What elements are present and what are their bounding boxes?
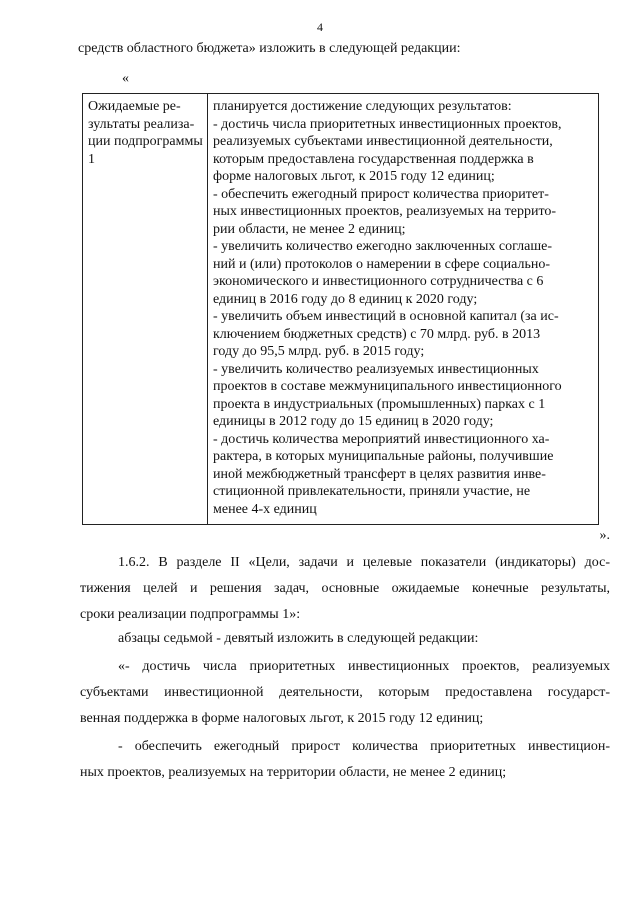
paragraph-line: ных проектов, реализуемых на территории области, не менее 2 единиц; [80,765,507,780]
close-quote: ». [599,528,610,543]
results-label-cell [83,94,208,525]
results-row [83,94,599,525]
paragraph-line: венная поддержка в форме налоговых льгот, к 2015 году 12 единиц; [80,711,484,726]
content-line: проекта в индустриальных (промышленных) парках с 1 [213,396,546,412]
paragraph-line: сроки реализации подпрограммы 1»: [80,607,301,622]
open-quote: « [122,71,129,86]
paragraph-line: абзацы седьмой - девятый изложить в следующей редакции: [118,631,479,646]
section-paragraph-3 [80,654,610,732]
content-line: году до 95,5 млрд. руб. в 2015 году; [213,344,425,359]
section-paragraph-2 [80,626,610,652]
label-line: 1 [88,151,95,167]
content-line: ний и (или) протоколов о намерении в сфере социально- [213,256,551,272]
label-line: ции подпрограммы [88,134,203,149]
label-line: зультаты реализа- [88,116,195,132]
content-line: иной межбюджетный трансферт в целях развития инве- [213,466,546,482]
paragraph-line: субъектами инвестиционной деятельности, которым предоставлена государст- [80,685,610,700]
content-line: - достичь количества мероприятий инвестиционного ха- [213,431,550,447]
paragraph-line: тижения целей и решения задач, основные ожидаемые конечные результаты, [80,581,610,596]
results-content-cell [208,94,599,525]
content-line: проектов в составе межмуниципального инвестиционного [213,379,562,394]
content-line: которым предоставлена государственная поддержка в [213,151,534,167]
content-line: планируется достижение следующих результатов: [213,99,512,114]
content-line: рии области, не менее 2 единиц; [213,221,406,237]
content-line: единицы в 2012 году до 15 единиц в 2020 году; [213,414,494,429]
page-number: 4 [317,20,323,34]
intro-line: средств областного бюджета» изложить в следующей редакции: [78,41,461,56]
content-line: - увеличить количество ежегодно заключенных соглаше- [213,239,552,254]
paragraph-line: - обеспечить ежегодный прирост количества приоритетных инвестицион- [118,739,610,754]
content-line: реализуемых субъектами инвестиционной деятельности, [213,134,553,149]
content-line: - обеспечить ежегодный прирост количества приоритет- [213,186,549,202]
label-line: Ожидаемые ре- [88,99,181,114]
content-line: форме налоговых льгот, к 2015 году 12 единиц; [213,169,495,184]
content-line: - увеличить количество реализуемых инвестиционных [213,361,539,377]
content-line: - достичь числа приоритетных инвестиционных проектов, [213,116,562,132]
section-paragraph-4 [80,734,610,786]
content-line: стиционной привлекательности, приняли участие, не [213,484,531,499]
content-line: - увеличить объем инвестиций в основной капитал (за ис- [213,309,559,324]
content-line: ключением бюджетных средств) с 70 млрд. руб. в 2013 [213,326,541,342]
paragraph-line: 1.6.2. В разделе II «Цели, задачи и целевые показатели (индикаторы) дос- [118,555,610,570]
content-line: менее 4-х единиц [213,501,317,517]
content-line: ных инвестиционных проектов, реализуемых на террито- [213,204,557,219]
content-line: экономического и инвестиционного сотрудничества с 6 [213,274,544,289]
paragraph-line: «- достичь числа приоритетных инвестиционных проектов, реализуемых [118,659,610,674]
results-table [82,93,599,525]
content-line: рактера, в которых муниципальные районы, получившие [213,449,554,464]
content-line: единиц в 2016 году до 8 единиц к 2020 году; [213,291,478,307]
section-paragraph-1 [80,550,610,628]
